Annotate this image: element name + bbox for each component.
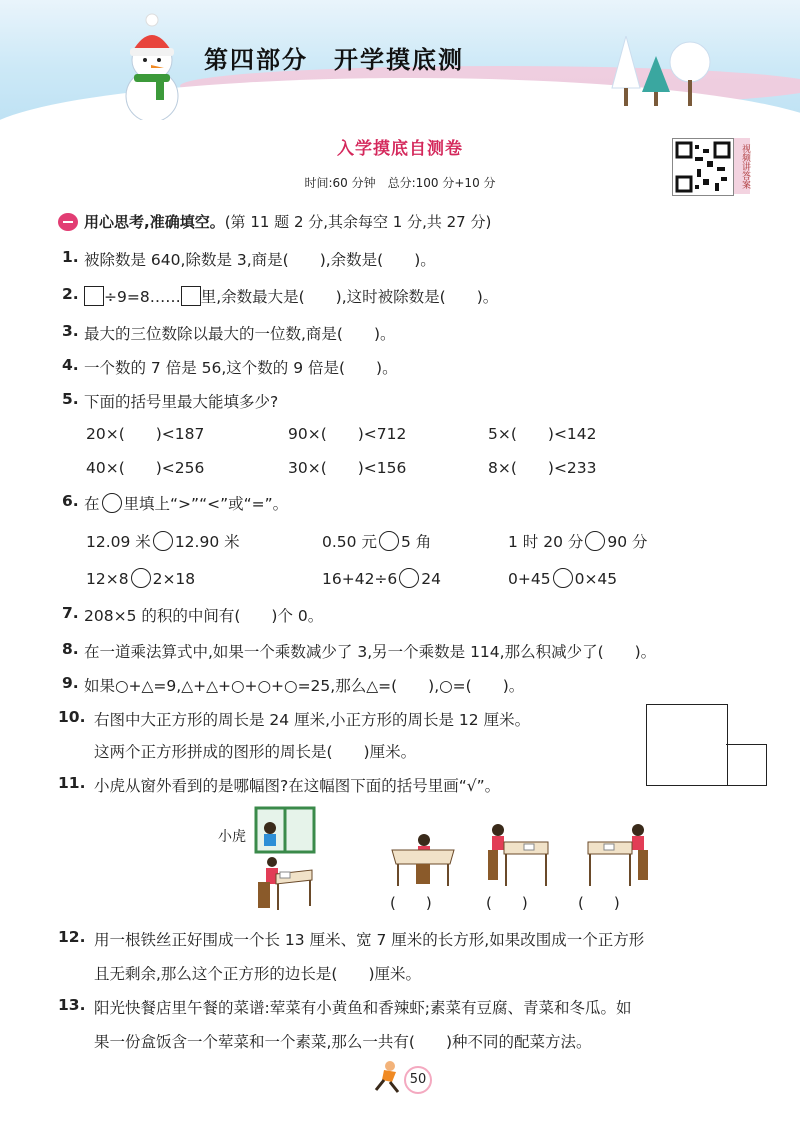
q10-text-a: 右图中大正方形的周长是 24 厘米,小正方形的周长是 12 厘米。 — [94, 711, 531, 729]
q4-text: 一个数的 7 倍是 56,这个数的 9 倍是( )。 — [84, 359, 398, 377]
q2-line — [84, 285, 498, 307]
compare-circle[interactable] — [553, 568, 573, 588]
q6-text-b: 里填上“>”“<”或“=”。 — [123, 495, 289, 513]
q4-number: 4. — [62, 356, 79, 374]
q13-number: 13. — [58, 996, 86, 1014]
q5-item: 30×( )<156 — [288, 459, 407, 477]
blank-box[interactable] — [181, 286, 201, 306]
q12-text-b: 且无剩余,那么这个正方形的边长是( )厘米。 — [94, 965, 422, 983]
part1-heading — [84, 211, 491, 232]
q10-number: 10. — [58, 708, 86, 726]
blank-box[interactable] — [84, 286, 104, 306]
q6-line — [84, 492, 288, 514]
q3-text: 最大的三位数除以最大的一位数,商是( )。 — [84, 325, 396, 343]
q2-number: 2. — [62, 285, 79, 303]
section-badge-icon — [58, 213, 78, 231]
option-a-illustration — [388, 830, 458, 888]
q8-text: 在一道乘法算式中,如果一个乘数减少了 3,另一个乘数是 114,那么积减少了( )。 — [84, 643, 657, 661]
exam-title: 入学摸底自测卷 — [337, 139, 463, 159]
q13-text-b: 果一份盒饭含一个荤菜和一个素菜,那么一共有( )种不同的配菜方法。 — [94, 1033, 592, 1051]
q5-item: 20×( )<187 — [86, 425, 205, 443]
q6-item: 12.09 米 12.90 米 — [86, 533, 240, 551]
q7-text: 208×5 的积的中间有( )个 0。 — [84, 607, 324, 625]
answer-paren-b[interactable]: ( ) — [486, 894, 528, 912]
xiaohu-label: 小虎 — [218, 829, 246, 845]
banner-title: 第四部分 开学摸底测 — [204, 46, 464, 74]
q6-item: 1 时 20 分 90 分 — [508, 533, 648, 551]
page-number: 50 — [404, 1066, 432, 1094]
q6-item: 16+42÷6 24 — [322, 570, 442, 588]
q11-number: 11. — [58, 774, 86, 792]
q11-text: 小虎从窗外看到的是哪幅图?在这幅图下面的括号里画“√”。 — [94, 777, 501, 795]
skater-illustration — [370, 1060, 406, 1096]
answer-paren-a[interactable]: ( ) — [390, 894, 432, 912]
part1-title: 用心思考,准确填空。 — [84, 213, 225, 231]
qr-label: 视频讲答案 — [734, 138, 750, 194]
compare-circle[interactable] — [585, 531, 605, 551]
q8-number: 8. — [62, 640, 79, 658]
qr-code-icon[interactable] — [672, 138, 734, 196]
q1-text: 被除数是 640,除数是 3,商是( ),余数是( )。 — [84, 251, 436, 269]
q3-number: 3. — [62, 322, 79, 340]
q12-number: 12. — [58, 928, 86, 946]
circle-icon — [102, 493, 122, 513]
compare-circle[interactable] — [399, 568, 419, 588]
q6-text-a: 在 — [84, 495, 100, 513]
compare-circle[interactable] — [379, 531, 399, 551]
q5-item: 5×( )<142 — [488, 425, 597, 443]
time-score-info: 时间:60 分钟 总分:100 分+10 分 — [304, 176, 496, 190]
window-scene-illustration — [254, 806, 324, 914]
q2-text-a: ÷9=8…… — [104, 288, 181, 306]
q5-number: 5. — [62, 390, 79, 408]
q9-text: 如果○+△=9,△+△+○+○+○=25,那么△=( ),○=( )。 — [84, 677, 525, 695]
q5-item: 8×( )<233 — [488, 459, 597, 477]
q12-text-a: 用一根铁丝正好围成一个长 13 厘米、宽 7 厘米的长方形,如果改围成一个正方形 — [94, 931, 645, 949]
q2-text-b: 里,余数最大是( ),这时被除数是( )。 — [200, 288, 499, 306]
compare-circle[interactable] — [131, 568, 151, 588]
option-b-illustration — [484, 820, 554, 888]
q6-number: 6. — [62, 492, 79, 510]
q5-text: 下面的括号里最大能填多少? — [84, 393, 279, 411]
option-c-illustration — [582, 820, 652, 888]
q13-text-a: 阳光快餐店里午餐的菜谱:荤菜有小黄鱼和香辣虾;素菜有豆腐、青菜和冬瓜。如 — [94, 999, 632, 1017]
answer-paren-c[interactable]: ( ) — [578, 894, 620, 912]
q6-item: 12×8 2×18 — [86, 570, 196, 588]
q5-item: 40×( )<256 — [86, 459, 205, 477]
q10-text-b: 这两个正方形拼成的图形的周长是( )厘米。 — [94, 743, 417, 761]
part1-note: (第 11 题 2 分,其余每空 1 分,共 27 分) — [224, 213, 492, 231]
big-square-figure — [646, 704, 728, 786]
small-square-figure — [726, 744, 767, 786]
header-banner — [0, 0, 800, 120]
compare-circle[interactable] — [153, 531, 173, 551]
trees-illustration — [606, 36, 716, 108]
q6-item: 0+45 0×45 — [508, 570, 618, 588]
q1-number: 1. — [62, 248, 79, 266]
snowman-illustration — [104, 12, 200, 120]
q9-number: 9. — [62, 674, 79, 692]
q7-number: 7. — [62, 604, 79, 622]
q6-item: 0.50 元 5 角 — [322, 533, 432, 551]
q5-item: 90×( )<712 — [288, 425, 407, 443]
